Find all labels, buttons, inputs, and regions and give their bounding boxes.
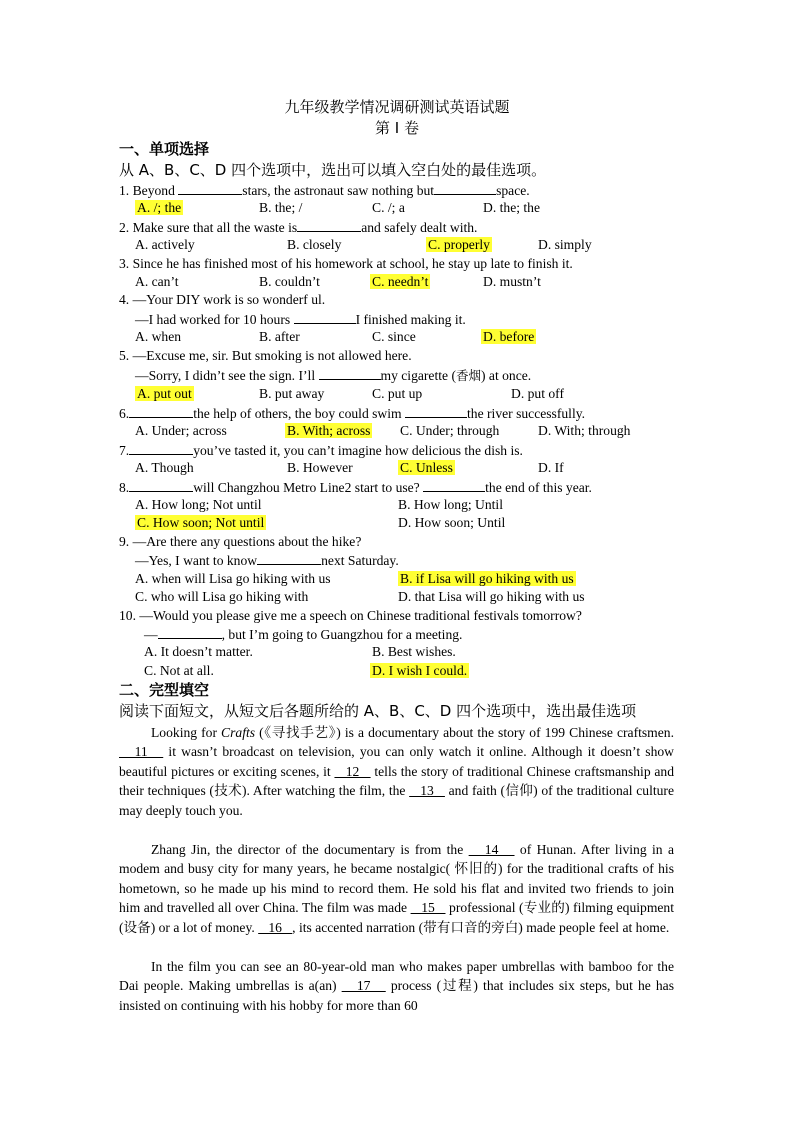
q8-option-a[interactable]: A. How long; Not until <box>135 497 262 512</box>
q1-option-c[interactable]: C. /; a <box>372 200 405 215</box>
passage-paragraph-3: In the film you can see an 80-year-old man who makes paper umbrellas with bamboo for the Dai people. Making umbrellas is a(an) 17 process (过程) that includes six steps, but he has insisted on continuing with his hobby for more than 60 <box>119 959 674 1013</box>
q4-option-a[interactable]: A. when <box>135 329 182 344</box>
q1-option-a[interactable]: A. /; the <box>137 200 182 215</box>
q8-option-c[interactable]: C. How soon; Not until <box>137 515 265 530</box>
question-6: 6. the help of others, the boy could swim the river successfully. <box>119 406 586 421</box>
passage-paragraph-1: Looking for Crafts (《寻找手艺》) is a documentary about the story of 199 Chinese craftsmen. 11 it wasn’t broadcast on television, you can only watch it online. Although it doesn’t show beautiful pictures or exciting scenes, it 12 tells the story of traditional Chinese craftsmanship and their techniques (技术). After watching the film, the 13 and faith (信仰) of the traditional culture may deeply touch you. <box>119 725 674 818</box>
q7-option-a[interactable]: A. Though <box>135 460 194 475</box>
q2-option-c[interactable]: C. properly <box>428 237 490 252</box>
q6-option-c[interactable]: C. Under; through <box>400 423 500 438</box>
q10-option-c[interactable]: C. Not at all. <box>144 663 214 678</box>
blank-11[interactable]: 11 <box>119 744 164 760</box>
q5-option-c[interactable]: C. put up <box>372 386 423 401</box>
section-1-heading: 一、单项选择 <box>119 140 210 158</box>
q1-option-d[interactable]: D. the; the <box>483 200 541 215</box>
question-8: 8. will Changzhou Metro Line2 start to use? the end of this year. <box>119 480 592 495</box>
q10-option-d[interactable]: D. I wish I could. <box>372 663 468 678</box>
q4-option-b[interactable]: B. after <box>259 329 300 344</box>
q4-option-d[interactable]: D. before <box>483 329 535 344</box>
exam-subtitle: 第 I 卷 <box>375 119 419 137</box>
q2-option-d[interactable]: D. simply <box>538 237 592 252</box>
question-3: 3. Since he has finished most of his homework at school, he stay up late to finish it. <box>119 256 573 271</box>
q7-option-d[interactable]: D. If <box>538 460 564 475</box>
question-4-line-2: —I had worked for 10 hours I finished making it. <box>135 312 466 327</box>
q6-option-d[interactable]: D. With; through <box>538 423 631 438</box>
blank-16[interactable]: 16 <box>258 919 293 935</box>
section-1-instruction: 从 A、B、C、D 四个选项中，选出可以填入空白处的最佳选项。 <box>119 161 547 179</box>
q3-option-d[interactable]: D. mustn’t <box>483 274 541 289</box>
question-4-line-1: 4. —Your DIY work is so wonderf ul. <box>119 292 326 307</box>
q5-option-d[interactable]: D. put off <box>511 386 564 401</box>
question-1: 1. Beyond stars, the astronaut saw nothing but space. <box>119 183 530 198</box>
q5-option-b[interactable]: B. put away <box>259 386 325 401</box>
q7-option-b[interactable]: B. However <box>287 460 353 475</box>
q2-option-b[interactable]: B. closely <box>287 237 342 252</box>
section-2-instruction: 阅读下面短文，从短文后各题所给的 A、B、C、D 四个选项中，选出最佳选项 <box>119 702 637 720</box>
q9-option-b[interactable]: B. if Lisa will go hiking with us <box>400 571 574 586</box>
blank-17[interactable]: 17 <box>341 978 386 994</box>
q1-option-b[interactable]: B. the; / <box>259 200 303 215</box>
q3-option-a[interactable]: A. can’t <box>135 274 179 289</box>
q8-option-b[interactable]: B. How long; Until <box>398 497 503 512</box>
blank-12[interactable]: 12 <box>334 763 371 779</box>
blank-15[interactable]: 15 <box>410 900 446 916</box>
q10-option-a[interactable]: A. It doesn’t matter. <box>144 644 253 659</box>
q3-option-c[interactable]: C. needn’t <box>372 274 429 289</box>
question-9-line-1: 9. —Are there any questions about the hike? <box>119 534 362 549</box>
blank-14[interactable]: 14 <box>468 842 515 857</box>
q2-option-a[interactable]: A. actively <box>135 237 195 252</box>
question-7: 7. you’ve tasted it, you can’t imagine how delicious the dish is. <box>119 443 523 458</box>
q7-option-c[interactable]: C. Unless <box>400 460 453 475</box>
question-5-line-1: 5. —Excuse me, sir. But smoking is not allowed here. <box>119 348 412 363</box>
question-10-line-2: — , but I’m going to Guangzhou for a meeting. <box>144 627 463 642</box>
q9-option-d[interactable]: D. that Lisa will go hiking with us <box>398 589 585 604</box>
question-10-line-1: 10. —Would you please give me a speech on Chinese traditional festivals tomorrow? <box>119 608 582 623</box>
q6-option-b[interactable]: B. With; across <box>287 423 371 438</box>
blank-13[interactable]: 13 <box>409 783 445 799</box>
q4-option-c[interactable]: C. since <box>372 329 416 344</box>
question-9-line-2: —Yes, I want to know next Saturday. <box>135 553 399 568</box>
q10-option-b[interactable]: B. Best wishes. <box>372 644 456 659</box>
q8-option-d[interactable]: D. How soon; Until <box>398 515 506 530</box>
q6-option-a[interactable]: A. Under; across <box>135 423 227 438</box>
question-5-line-2: —Sorry, I didn’t see the sign. I’ll my cigarette (香烟) at once. <box>135 368 532 383</box>
question-2: 2. Make sure that all the waste is and safely dealt with. <box>119 220 478 235</box>
q5-option-a[interactable]: A. put out <box>137 386 192 401</box>
q9-option-a[interactable]: A. when will Lisa go hiking with us <box>135 571 331 586</box>
exam-title: 九年级教学情况调研测试英语试题 <box>284 98 510 116</box>
passage-paragraph-2: Zhang Jin, the director of the documentary is from the 14 of Hunan. After living in a modem and busy city for many years, he became nostalgic( 怀旧的) for the traditional crafts of his hometown, so he made up his mind to record them. He sold his flat and invited two friends to join him and travelled all over China. The film was made 15 professional (专业的) filming equipment (设备) or a lot of money. 16 , its accented narration (带有口音的旁白) made people feel at home. <box>119 842 675 935</box>
section-2-heading: 二、完型填空 <box>119 681 210 699</box>
q3-option-b[interactable]: B. couldn’t <box>259 274 320 289</box>
q9-option-c[interactable]: C. who will Lisa go hiking with <box>135 589 309 604</box>
